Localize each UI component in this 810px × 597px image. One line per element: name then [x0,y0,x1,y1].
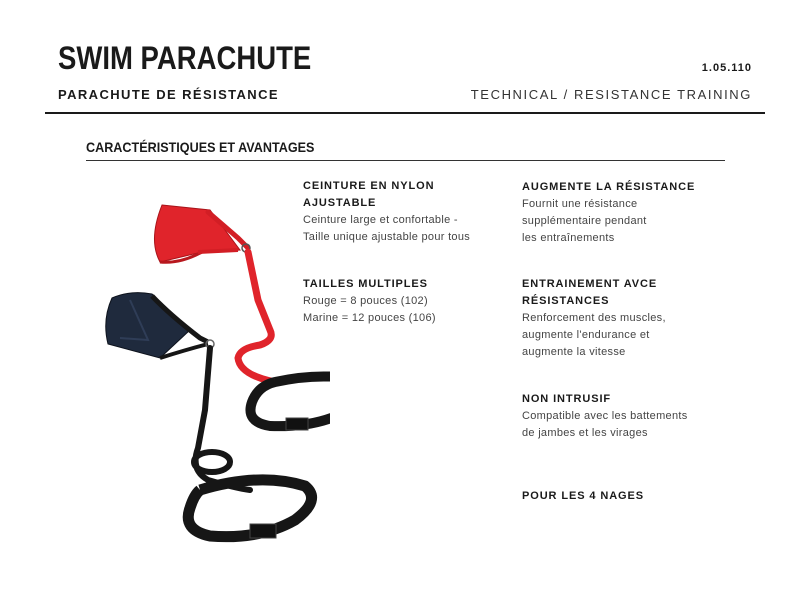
feature-heading: AUGMENTE LA RÉSISTANCE [522,181,696,193]
red-parachute-belt [250,376,330,430]
section-divider [86,160,725,161]
product-category: TECHNICAL / RESISTANCE TRAINING [470,87,752,102]
product-code: 1.05.110 [701,62,752,74]
page-title: SWIM PARACHUTE [58,40,312,76]
header-divider [45,112,765,114]
feature-increase-resistance [522,179,732,247]
swim-parachute-illustration [90,190,330,560]
feature-description: Renforcement des muscles, augmente l'endurance et augmente la vitesse [522,312,666,358]
navy-parachute [106,293,250,490]
feature-description: Rouge = 8 pouces (102) Marine = 12 pouces (106) [303,295,436,324]
feature-nylon-belt [303,178,513,246]
feature-heading: CEINTURE EN NYLON AJUSTABLE [303,180,435,209]
feature-description: Ceinture large et confortable - Taille unique ajustable pour tous [303,214,471,243]
feature-heading: NON INTRUSIF [522,393,612,405]
page-subtitle: PARACHUTE DE RÉSISTANCE [58,87,279,102]
feature-heading: TAILLES MULTIPLES [303,278,428,290]
feature-description: Compatible avec les battements de jambes et les virages [522,410,688,439]
feature-multiple-sizes [303,276,513,327]
feature-description: Fournit une résistance supplémentaire pendant les entraînements [522,198,647,244]
section-heading: CARACTÉRISTIQUES ET AVANTAGES [86,139,315,155]
feature-non-intrusive [522,391,732,442]
feature-resistance-training [522,276,732,361]
feature-heading: ENTRAINEMENT AVCE RÉSISTANCES [522,278,658,307]
feature-heading: POUR LES 4 NAGES [522,490,644,502]
feature-four-strokes [522,488,732,505]
